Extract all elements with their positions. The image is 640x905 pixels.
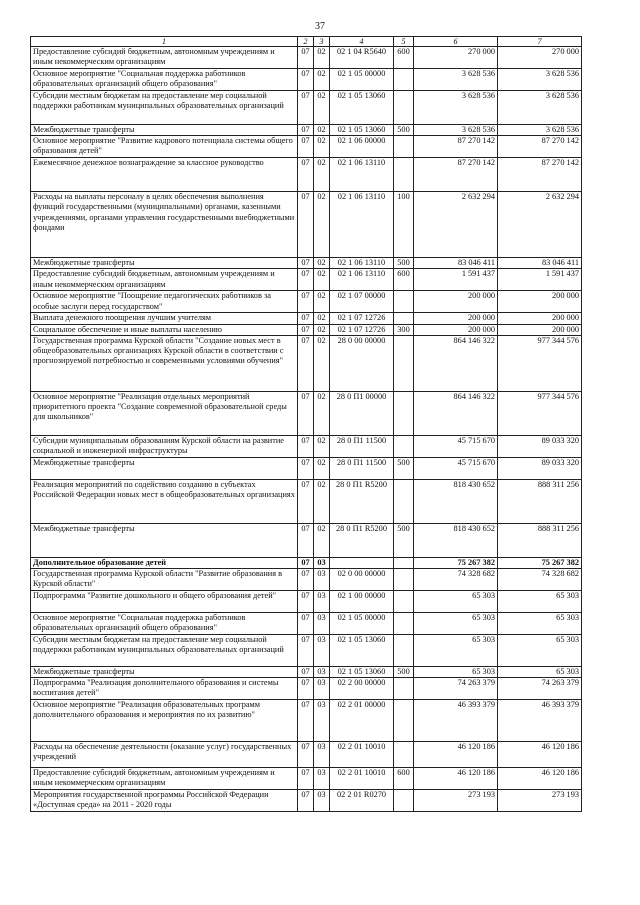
- table-row: [31, 435, 582, 457]
- table-row: [31, 313, 582, 324]
- row-sum-year-1: 2 632 294: [414, 192, 498, 258]
- row-subsection: 02: [314, 324, 330, 335]
- header-cell: 7: [498, 37, 582, 47]
- row-sum-year-1: 65 303: [414, 667, 498, 678]
- row-target-article: 02 1 07 12726: [330, 324, 394, 335]
- row-sum-year-2: 46 120 186: [498, 742, 582, 768]
- row-section: 07: [298, 291, 314, 313]
- row-sum-year-1: 74 263 379: [414, 678, 498, 700]
- row-target-article: 02 2 01 10010: [330, 768, 394, 790]
- table-row: [31, 768, 582, 790]
- row-sum-year-2: 65 303: [498, 613, 582, 635]
- row-expense-type: [394, 678, 414, 700]
- row-section: 07: [298, 335, 314, 391]
- row-subsection: 02: [314, 91, 330, 125]
- row-section: 07: [298, 479, 314, 523]
- row-target-article: 02 1 06 13110: [330, 192, 394, 258]
- row-target-article: 02 1 05 13060: [330, 635, 394, 667]
- row-sum-year-2: 65 303: [498, 635, 582, 667]
- row-expense-type: 500: [394, 667, 414, 678]
- row-subsection: 02: [314, 523, 330, 557]
- row-sum-year-2: 1 591 437: [498, 269, 582, 291]
- table-row: [31, 557, 582, 568]
- row-subsection: 03: [314, 790, 330, 812]
- row-target-article: 02 1 00 00000: [330, 591, 394, 613]
- header-cell: 2: [298, 37, 314, 47]
- row-name: Основное мероприятие "Реализация отдельных мероприятий приоритетного проекта "Создание современной образовательной среды для школьников": [31, 391, 298, 435]
- row-section: 07: [298, 136, 314, 158]
- row-section: 07: [298, 391, 314, 435]
- table-row: [31, 667, 582, 678]
- row-expense-type: [394, 158, 414, 192]
- row-subsection: 02: [314, 69, 330, 91]
- row-expense-type: [394, 569, 414, 591]
- header-cell: 6: [414, 37, 498, 47]
- row-name: Ежемесячное денежное вознаграждение за классное руководство: [31, 158, 298, 192]
- row-sum-year-2: 46 120 186: [498, 768, 582, 790]
- table-row: [31, 591, 582, 613]
- row-target-article: 02 0 00 00000: [330, 569, 394, 591]
- row-expense-type: [394, 136, 414, 158]
- row-sum-year-2: 89 033 320: [498, 457, 582, 479]
- row-sum-year-2: 977 344 576: [498, 391, 582, 435]
- row-expense-type: [394, 557, 414, 568]
- row-subsection: 03: [314, 557, 330, 568]
- row-section: 07: [298, 678, 314, 700]
- row-expense-type: 500: [394, 523, 414, 557]
- row-section: 07: [298, 125, 314, 136]
- row-expense-type: 600: [394, 47, 414, 69]
- row-subsection: 02: [314, 258, 330, 269]
- row-expense-type: [394, 613, 414, 635]
- row-expense-type: [394, 291, 414, 313]
- row-sum-year-1: 3 628 536: [414, 125, 498, 136]
- row-section: 07: [298, 313, 314, 324]
- row-name: Выплата денежного поощрения лучшим учителям: [31, 313, 298, 324]
- row-section: 07: [298, 790, 314, 812]
- row-subsection: 03: [314, 742, 330, 768]
- row-section: 07: [298, 591, 314, 613]
- row-target-article: 02 2 00 00000: [330, 678, 394, 700]
- row-section: 07: [298, 269, 314, 291]
- row-sum-year-1: 45 715 670: [414, 457, 498, 479]
- row-sum-year-2: 977 344 576: [498, 335, 582, 391]
- row-subsection: 02: [314, 269, 330, 291]
- row-target-article: [330, 557, 394, 568]
- row-sum-year-1: 46 393 379: [414, 700, 498, 742]
- table-row: [31, 192, 582, 258]
- row-sum-year-1: 46 120 186: [414, 768, 498, 790]
- row-subsection: 02: [314, 457, 330, 479]
- table-row: [31, 742, 582, 768]
- row-expense-type: [394, 91, 414, 125]
- row-subsection: 02: [314, 47, 330, 69]
- row-sum-year-2: 270 000: [498, 47, 582, 69]
- row-sum-year-1: 74 328 682: [414, 569, 498, 591]
- row-expense-type: [394, 335, 414, 391]
- table-row: [31, 700, 582, 742]
- row-expense-type: [394, 742, 414, 768]
- row-sum-year-1: 200 000: [414, 324, 498, 335]
- table-row: [31, 324, 582, 335]
- row-subsection: 03: [314, 569, 330, 591]
- row-expense-type: 100: [394, 192, 414, 258]
- row-sum-year-1: 87 270 142: [414, 158, 498, 192]
- table-row: [31, 635, 582, 667]
- row-expense-type: 500: [394, 457, 414, 479]
- header-cell: 4: [330, 37, 394, 47]
- row-section: 07: [298, 569, 314, 591]
- table-row: [31, 291, 582, 313]
- table-row: [31, 613, 582, 635]
- row-target-article: 02 1 05 13060: [330, 125, 394, 136]
- row-sum-year-2: 83 046 411: [498, 258, 582, 269]
- row-section: 07: [298, 324, 314, 335]
- row-target-article: 28 0 П1 R5200: [330, 479, 394, 523]
- row-sum-year-2: 200 000: [498, 313, 582, 324]
- row-sum-year-1: 87 270 142: [414, 136, 498, 158]
- table-row: [31, 69, 582, 91]
- row-section: 07: [298, 457, 314, 479]
- row-subsection: 03: [314, 635, 330, 667]
- row-section: 07: [298, 69, 314, 91]
- row-name: Межбюджетные трансферты: [31, 523, 298, 557]
- table-row: [31, 457, 582, 479]
- row-name: Основное мероприятие "Реализация образовательных программ дополнительного образования и мероприятия по их развитию": [31, 700, 298, 742]
- row-target-article: 28 0 П1 11500: [330, 457, 394, 479]
- row-sum-year-2: 46 393 379: [498, 700, 582, 742]
- row-target-article: 02 1 07 12726: [330, 313, 394, 324]
- row-sum-year-1: 270 000: [414, 47, 498, 69]
- row-subsection: 02: [314, 158, 330, 192]
- row-target-article: 02 2 01 00000: [330, 700, 394, 742]
- row-sum-year-2: 3 628 536: [498, 125, 582, 136]
- row-subsection: 03: [314, 768, 330, 790]
- row-sum-year-2: 273 193: [498, 790, 582, 812]
- table-row: [31, 158, 582, 192]
- row-section: 07: [298, 192, 314, 258]
- table-row: [31, 479, 582, 523]
- row-sum-year-1: 200 000: [414, 313, 498, 324]
- row-expense-type: 600: [394, 269, 414, 291]
- row-name: Расходы на выплаты персоналу в целях обеспечения выполнения функций государственными (муниципальными) органами, казенными учреждениями, органами управления государственными внебюджетными фондами: [31, 192, 298, 258]
- table-row: [31, 258, 582, 269]
- row-section: 07: [298, 700, 314, 742]
- header-cell: 3: [314, 37, 330, 47]
- table-row: [31, 391, 582, 435]
- row-section: 07: [298, 667, 314, 678]
- row-name: Подпрограмма "Развитие дошкольного и общего образования детей": [31, 591, 298, 613]
- row-name: Межбюджетные трансферты: [31, 457, 298, 479]
- row-name: Межбюджетные трансферты: [31, 258, 298, 269]
- row-expense-type: [394, 700, 414, 742]
- row-expense-type: [394, 790, 414, 812]
- row-name: Государственная программа Курской области "Создание новых мест в общеобразовательных организациях Курской области в соответствии с прогнозируемой потребностью и современными условиями обучения": [31, 335, 298, 391]
- row-expense-type: [394, 391, 414, 435]
- row-sum-year-1: 818 430 652: [414, 523, 498, 557]
- table-row: [31, 569, 582, 591]
- row-sum-year-1: 864 146 322: [414, 391, 498, 435]
- row-subsection: 02: [314, 435, 330, 457]
- row-sum-year-1: 3 628 536: [414, 91, 498, 125]
- row-name: Реализация мероприятий по содействию созданию в субъектах Российской Федерации новых мест в общеобразовательных организациях: [31, 479, 298, 523]
- table-row: [31, 678, 582, 700]
- row-name: Дополнительное образование детей: [31, 557, 298, 568]
- row-target-article: 28 0 П1 00000: [330, 391, 394, 435]
- row-sum-year-2: 74 328 682: [498, 569, 582, 591]
- row-name: Государственная программа Курской области "Развитие образования в Курской области": [31, 569, 298, 591]
- table-row: [31, 790, 582, 812]
- row-name: Субсидии местным бюджетам на предоставление мер социальной поддержки работникам муниципальных образовательных организаций: [31, 91, 298, 125]
- row-target-article: 02 1 04 R5640: [330, 47, 394, 69]
- row-section: 07: [298, 742, 314, 768]
- row-sum-year-1: 45 715 670: [414, 435, 498, 457]
- row-target-article: 02 1 05 13060: [330, 667, 394, 678]
- row-expense-type: [394, 479, 414, 523]
- row-section: 07: [298, 635, 314, 667]
- row-sum-year-2: 89 033 320: [498, 435, 582, 457]
- row-target-article: 02 1 06 13110: [330, 158, 394, 192]
- row-sum-year-1: 65 303: [414, 613, 498, 635]
- row-section: 07: [298, 91, 314, 125]
- row-expense-type: 500: [394, 125, 414, 136]
- row-section: 07: [298, 613, 314, 635]
- row-expense-type: 600: [394, 768, 414, 790]
- row-target-article: 02 1 07 00000: [330, 291, 394, 313]
- table-row: [31, 91, 582, 125]
- row-target-article: 02 1 06 00000: [330, 136, 394, 158]
- row-sum-year-2: 888 311 256: [498, 523, 582, 557]
- row-sum-year-2: 65 303: [498, 667, 582, 678]
- row-section: 07: [298, 158, 314, 192]
- row-name: Субсидии местным бюджетам на предоставление мер социальной поддержки работникам муниципальных образовательных организаций: [31, 635, 298, 667]
- row-target-article: 28 0 00 00000: [330, 335, 394, 391]
- row-target-article: 02 1 06 13110: [330, 269, 394, 291]
- row-subsection: 03: [314, 700, 330, 742]
- row-sum-year-1: 75 267 382: [414, 557, 498, 568]
- row-sum-year-1: 1 591 437: [414, 269, 498, 291]
- row-target-article: 28 0 П1 R5200: [330, 523, 394, 557]
- row-subsection: 03: [314, 678, 330, 700]
- row-name: Предоставление субсидий бюджетным, автономным учреждениям и иным некоммерческим организациям: [31, 768, 298, 790]
- row-subsection: 02: [314, 291, 330, 313]
- row-sum-year-2: 200 000: [498, 291, 582, 313]
- row-target-article: 02 2 01 R0270: [330, 790, 394, 812]
- row-name: Межбюджетные трансферты: [31, 667, 298, 678]
- row-target-article: 02 1 05 00000: [330, 613, 394, 635]
- row-section: 07: [298, 557, 314, 568]
- row-name: Предоставление субсидий бюджетным, автономным учреждениям и иным некоммерческим организациям: [31, 269, 298, 291]
- table-row: [31, 523, 582, 557]
- row-section: 07: [298, 258, 314, 269]
- row-name: Основное мероприятие "Социальная поддержка работников образовательных организаций общего образования": [31, 613, 298, 635]
- row-subsection: 03: [314, 667, 330, 678]
- row-subsection: 02: [314, 125, 330, 136]
- row-sum-year-2: 3 628 536: [498, 91, 582, 125]
- row-name: Предоставление субсидий бюджетным, автономным учреждениям и иным некоммерческим организациям: [31, 47, 298, 69]
- row-name: Основное мероприятие "Развитие кадрового потенциала системы общего образования детей": [31, 136, 298, 158]
- row-sum-year-1: 818 430 652: [414, 479, 498, 523]
- row-target-article: 02 1 05 13060: [330, 91, 394, 125]
- page-number: 37: [315, 21, 325, 32]
- row-expense-type: 300: [394, 324, 414, 335]
- row-sum-year-2: 74 263 379: [498, 678, 582, 700]
- row-target-article: 02 1 06 13110: [330, 258, 394, 269]
- table-row: [31, 47, 582, 69]
- row-sum-year-1: 3 628 536: [414, 69, 498, 91]
- row-expense-type: [394, 69, 414, 91]
- row-expense-type: [394, 591, 414, 613]
- row-sum-year-2: 2 632 294: [498, 192, 582, 258]
- header-cell: 5: [394, 37, 414, 47]
- row-sum-year-2: 87 270 142: [498, 136, 582, 158]
- row-subsection: 02: [314, 136, 330, 158]
- row-subsection: 03: [314, 613, 330, 635]
- row-subsection: 02: [314, 479, 330, 523]
- row-subsection: 02: [314, 192, 330, 258]
- row-name: Основное мероприятие "Социальная поддержка работников образовательных организаций общего образования": [31, 69, 298, 91]
- row-name: Основное мероприятие "Поощрение педагогических работников за особые заслуги перед государством": [31, 291, 298, 313]
- row-sum-year-2: 87 270 142: [498, 158, 582, 192]
- row-sum-year-1: 200 000: [414, 291, 498, 313]
- header-cell: 1: [31, 37, 298, 47]
- row-sum-year-1: 46 120 186: [414, 742, 498, 768]
- row-target-article: 02 2 01 10010: [330, 742, 394, 768]
- row-name: Подпрограмма "Реализация дополнительного образования и системы воспитания детей": [31, 678, 298, 700]
- table-row: [31, 136, 582, 158]
- row-expense-type: [394, 435, 414, 457]
- row-expense-type: [394, 635, 414, 667]
- budget-table: [30, 36, 582, 812]
- row-target-article: 02 1 05 00000: [330, 69, 394, 91]
- row-name: Субсидии муниципальным образованиям Курской области на развитие социальной и инженерной инфраструктуры: [31, 435, 298, 457]
- row-section: 07: [298, 768, 314, 790]
- row-section: 07: [298, 47, 314, 69]
- row-sum-year-1: 83 046 411: [414, 258, 498, 269]
- row-subsection: 02: [314, 313, 330, 324]
- table-row: [31, 269, 582, 291]
- row-target-article: 28 0 П1 11500: [330, 435, 394, 457]
- row-name: Социальное обеспечение и иные выплаты населению: [31, 324, 298, 335]
- row-name: Межбюджетные трансферты: [31, 125, 298, 136]
- row-subsection: 02: [314, 335, 330, 391]
- row-sum-year-2: 888 311 256: [498, 479, 582, 523]
- row-sum-year-2: 200 000: [498, 324, 582, 335]
- row-sum-year-1: 65 303: [414, 635, 498, 667]
- row-name: Расходы на обеспечение деятельности (оказание услуг) государственных учреждений: [31, 742, 298, 768]
- row-sum-year-1: 864 146 322: [414, 335, 498, 391]
- row-section: 07: [298, 435, 314, 457]
- table-row: [31, 125, 582, 136]
- row-sum-year-2: 3 628 536: [498, 69, 582, 91]
- row-sum-year-2: 65 303: [498, 591, 582, 613]
- table-row: [31, 335, 582, 391]
- row-subsection: 02: [314, 391, 330, 435]
- row-sum-year-2: 75 267 382: [498, 557, 582, 568]
- header-row: [31, 37, 582, 47]
- row-name: Мероприятия государственной программы Российской Федерации «Доступная среда» на 2011 - 2020 годы: [31, 790, 298, 812]
- row-sum-year-1: 273 193: [414, 790, 498, 812]
- row-expense-type: 500: [394, 258, 414, 269]
- row-subsection: 03: [314, 591, 330, 613]
- row-expense-type: [394, 313, 414, 324]
- row-section: 07: [298, 523, 314, 557]
- row-sum-year-1: 65 303: [414, 591, 498, 613]
